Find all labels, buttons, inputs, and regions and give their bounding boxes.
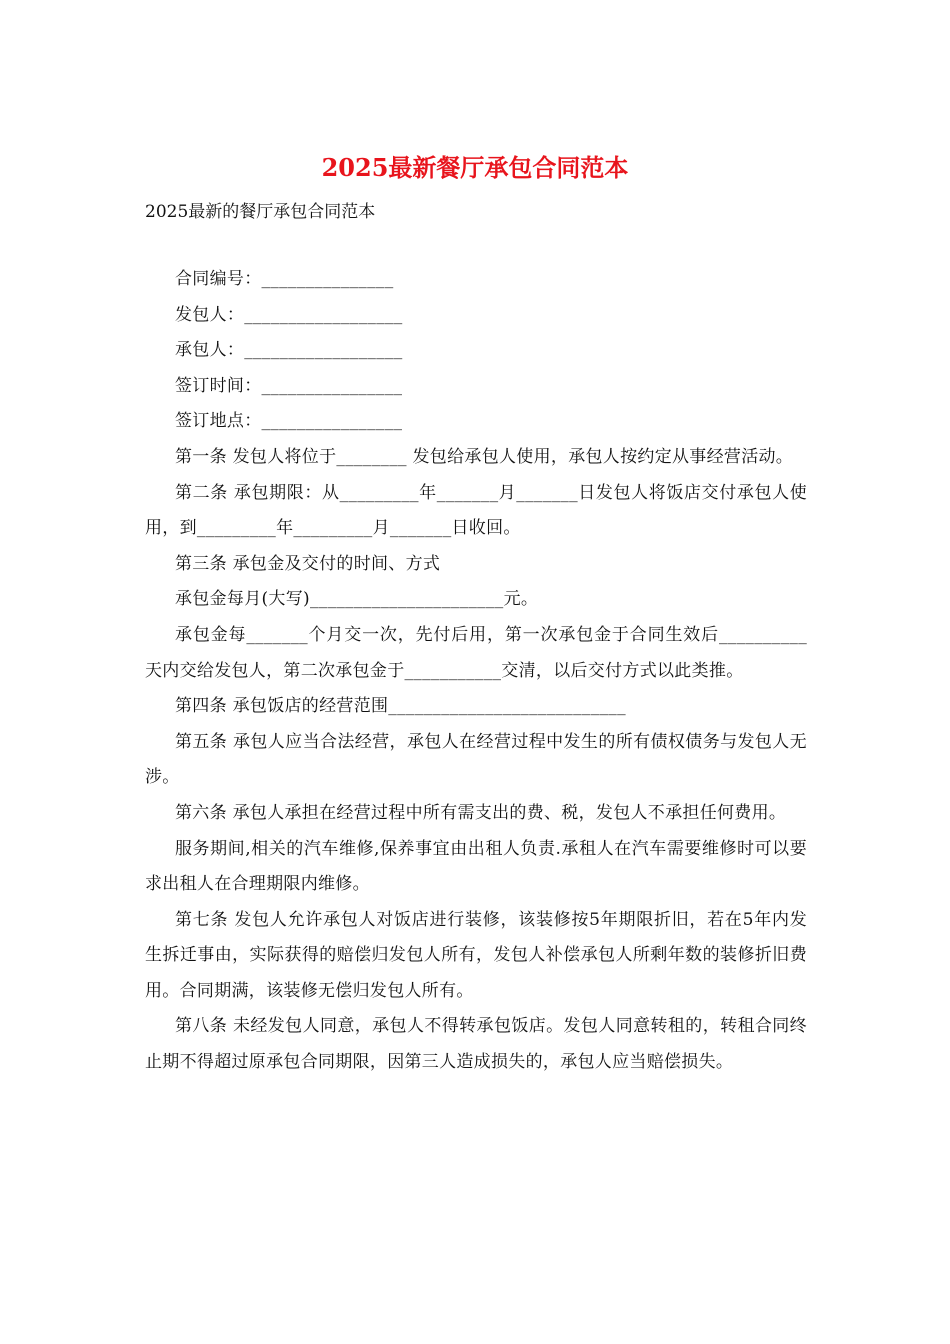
article-4: 第四条 承包饭店的经营范围___________________________	[175, 696, 626, 717]
signing-place-line: 签订地点：________________	[175, 411, 403, 432]
employer-line: 发包人：__________________	[175, 304, 403, 325]
article-7: 第七条 发包人允许承包人对饭店进行装修，该装修按5年期限折旧，若在5年内发生拆迁事由，实际获得的赔偿归发包人所有，发包人补偿承包人所剩年数的装修折旧费用。合同期满，该装修无偿归发包人所有。	[145, 909, 807, 1001]
document-body	[145, 262, 807, 1081]
signing-time-line: 签订时间：________________	[175, 375, 403, 396]
article-3-payment: 承包金每_______个月交一次，先付后用，第一次承包金于合同生效后__________天内交给发包人，第二次承包金于___________交清，以后交付方式以此类推。	[145, 624, 807, 681]
article-3-heading: 第三条 承包金及交付的时间、方式	[175, 553, 441, 574]
contractor-line: 承包人：__________________	[175, 340, 403, 361]
article-6: 第六条 承包人承担在经营过程中所有需支出的费、税，发包人不承担任何费用。	[175, 802, 787, 823]
article-2: 第二条 承包期限：从_________年_______月_______日发包人将饭店交付承包人使用，到_________年_________月_______日收回。	[145, 482, 807, 539]
document-subtitle: 2025最新的餐厅承包合同范本	[145, 202, 376, 222]
contract-number-line: 合同编号：_______________	[175, 269, 394, 289]
article-1: 第一条 发包人将位于________ 发包给承包人使用，承包人按约定从事经营活动。	[175, 446, 794, 467]
article-8: 第八条 未经发包人同意，承包人不得转承包饭店。发包人同意转租的，转租合同终止期不得超过原承包合同期限，因第三人造成损失的，承包人应当赔偿损失。	[145, 1016, 807, 1073]
article-3-amount: 承包金每月(大写)______________________元。	[175, 589, 539, 610]
document-title: 2025最新餐厅承包合同范本	[321, 153, 629, 182]
service-period-paragraph: 服务期间,相关的汽车维修,保养事宜由出租人负责.承租人在汽车需要维修时可以要求出租人在合理期限内维修。	[145, 838, 807, 895]
article-5: 第五条 承包人应当合法经营，承包人在经营过程中发生的所有债权债务与发包人无涉。	[145, 731, 807, 788]
